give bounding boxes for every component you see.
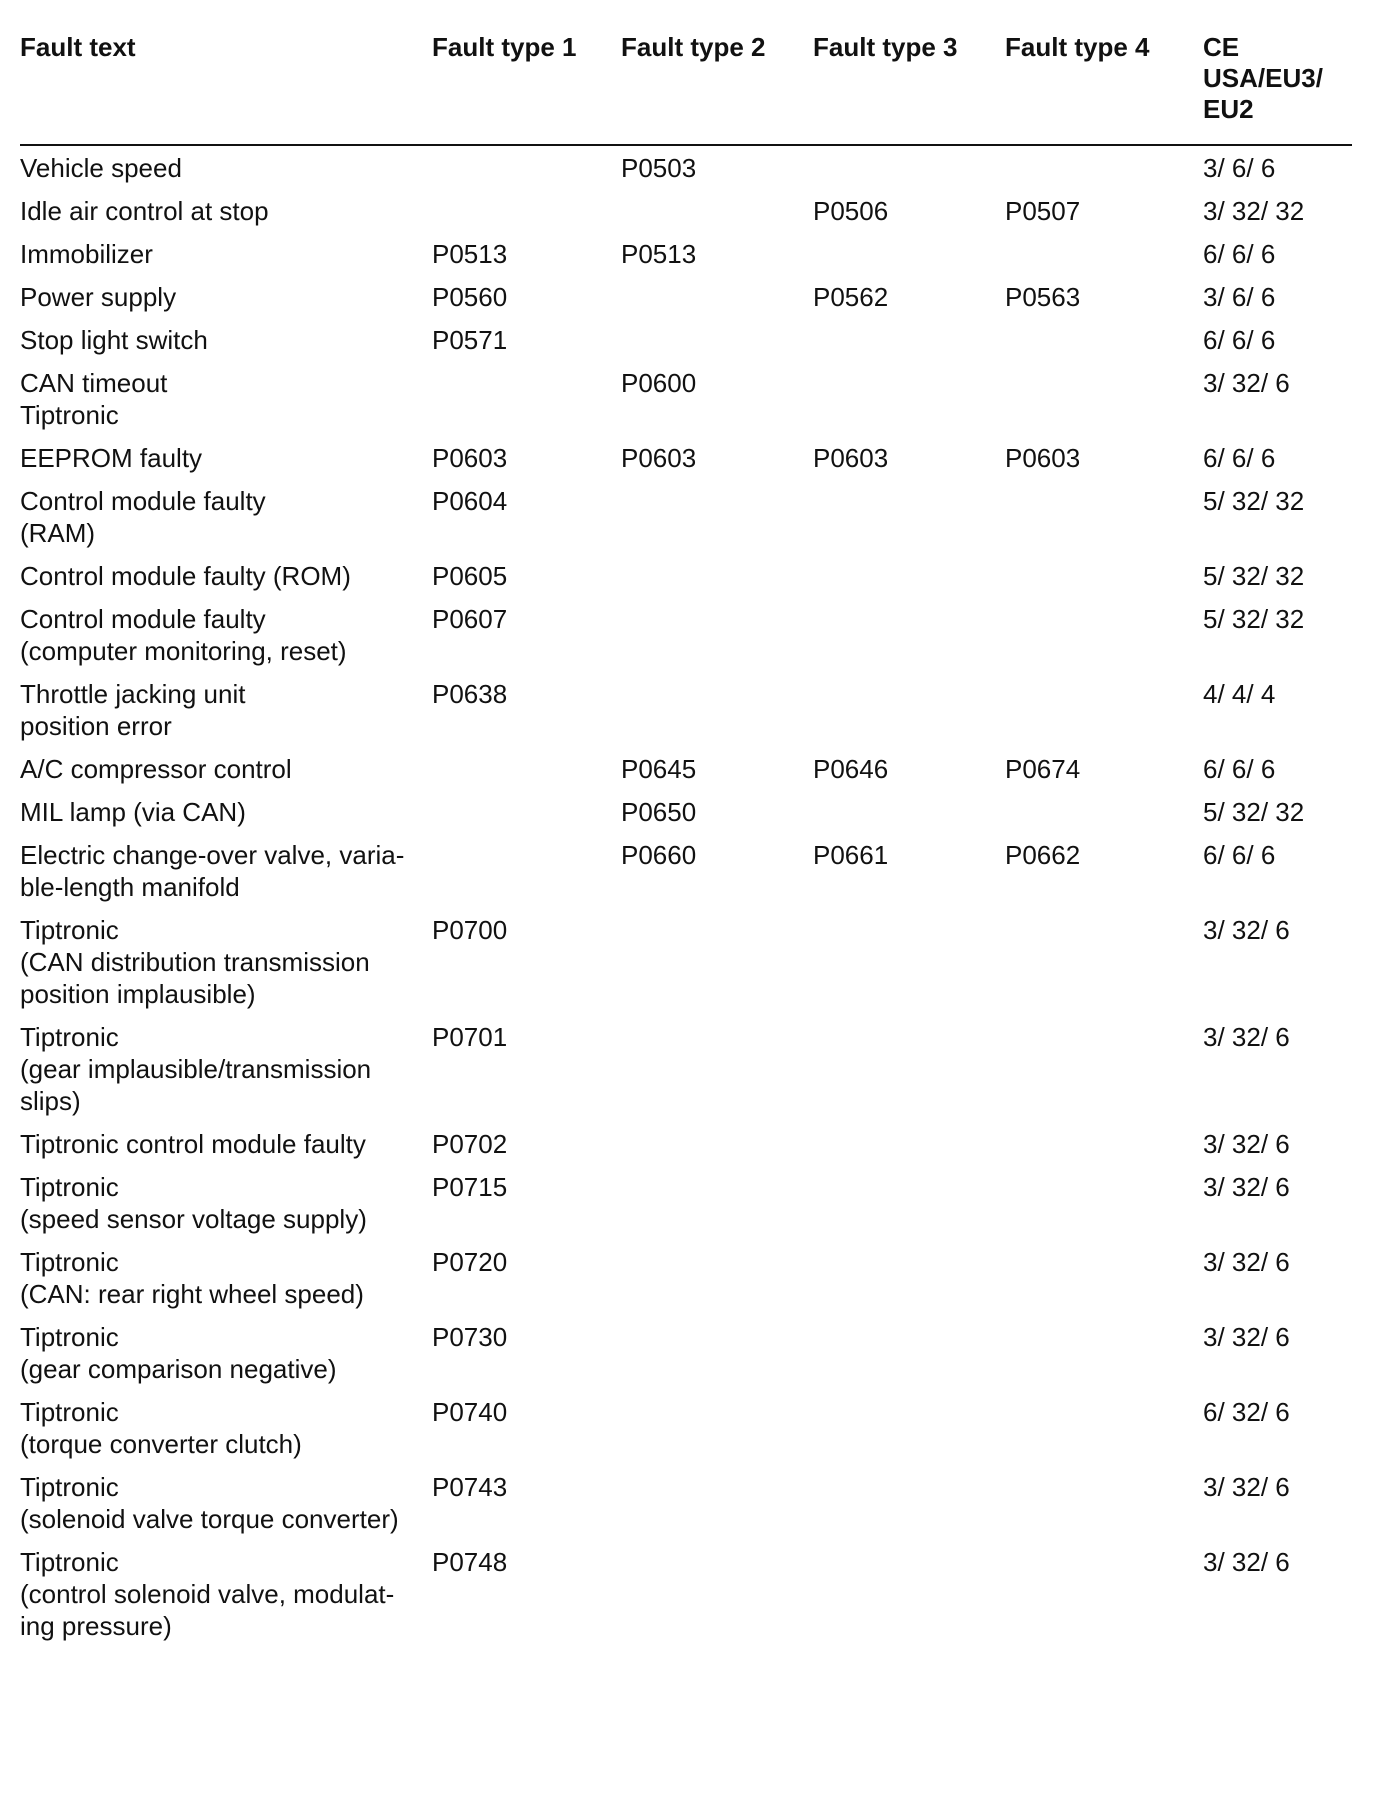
fault-text-cell xyxy=(20,485,266,549)
fault-text-line: slips) xyxy=(20,1086,81,1116)
header-line: Fault type 3 xyxy=(813,32,958,62)
fault-type-4-cell: P0662 xyxy=(1005,840,1081,870)
fault-text-cell xyxy=(20,281,176,313)
fault-type-1-cell: P0603 xyxy=(432,443,508,473)
fault-text-line: Control module faulty xyxy=(20,486,266,516)
fault-text-line: (CAN distribution transmission xyxy=(20,947,370,977)
ce-cell: 3/ 32/ 6 xyxy=(1203,1322,1290,1352)
fault-text-line: CAN timeout xyxy=(20,368,168,398)
ce-cell: 6/ 32/ 6 xyxy=(1203,1397,1290,1427)
fault-text-line: ble-length manifold xyxy=(20,872,240,902)
table-row xyxy=(20,367,1352,442)
table-row xyxy=(20,560,1352,603)
fault-type-1-cell: P0740 xyxy=(432,1397,508,1427)
fault-text-cell xyxy=(20,1171,367,1235)
ce-cell: 3/ 32/ 6 xyxy=(1203,915,1290,945)
fault-text-cell xyxy=(20,914,370,1010)
fault-type-3-cell: P0562 xyxy=(813,282,889,312)
fault-text-cell xyxy=(20,1021,371,1117)
fault-text-line: (gear comparison negative) xyxy=(20,1354,337,1384)
fault-type-1-cell: P0743 xyxy=(432,1472,508,1502)
fault-text-line: Tiptronic xyxy=(20,1322,119,1352)
ce-cell: 5/ 32/ 32 xyxy=(1203,486,1305,516)
fault-type-2-cell: P0600 xyxy=(621,368,697,398)
fault-text-cell xyxy=(20,442,202,474)
fault-text-line: (solenoid valve torque converter) xyxy=(20,1504,399,1534)
fault-text-line: Tiptronic xyxy=(20,1472,119,1502)
fault-text-line: Tiptronic xyxy=(20,1247,119,1277)
header-line: Fault type 4 xyxy=(1005,32,1150,62)
ce-cell: 6/ 6/ 6 xyxy=(1203,239,1276,269)
fault-type-1-cell: P0720 xyxy=(432,1247,508,1277)
fault-type-1-cell: P0560 xyxy=(432,282,508,312)
table-row xyxy=(20,1021,1352,1128)
ce-cell: 3/ 32/ 6 xyxy=(1203,1172,1290,1202)
ce-cell: 3/ 32/ 6 xyxy=(1203,1129,1290,1159)
ce-cell: 3/ 6/ 6 xyxy=(1203,282,1276,312)
header-fault-type-3 xyxy=(813,32,957,63)
table-row xyxy=(20,796,1352,839)
ce-cell: 3/ 32/ 32 xyxy=(1203,196,1305,226)
fault-text-cell xyxy=(20,1128,366,1160)
fault-type-1-cell: P0605 xyxy=(432,561,508,591)
table-row xyxy=(20,1128,1352,1171)
fault-text-cell xyxy=(20,753,292,785)
table-row xyxy=(20,1246,1352,1321)
table-row xyxy=(20,1321,1352,1396)
fault-text-line: EEPROM faulty xyxy=(20,443,203,473)
fault-type-1-cell: P0513 xyxy=(432,239,508,269)
fault-type-3-cell: P0646 xyxy=(813,754,889,784)
fault-text-line: Control module faulty xyxy=(20,604,266,634)
fault-text-cell xyxy=(20,324,208,356)
fault-text-line: Idle air control at stop xyxy=(20,196,269,226)
table-row xyxy=(20,324,1352,367)
fault-text-line: (CAN: rear right wheel speed) xyxy=(20,1279,364,1309)
fault-text-line: Immobilizer xyxy=(20,239,153,269)
ce-cell: 5/ 32/ 32 xyxy=(1203,604,1305,634)
fault-text-line: position implausible) xyxy=(20,979,256,1009)
table-row xyxy=(20,238,1352,281)
fault-type-4-cell: P0674 xyxy=(1005,754,1081,784)
fault-type-3-cell: P0661 xyxy=(813,840,889,870)
fault-type-1-cell: P0702 xyxy=(432,1129,508,1159)
fault-text-line: (torque converter clutch) xyxy=(20,1429,302,1459)
header-line: EU2 xyxy=(1203,94,1254,124)
fault-type-3-cell: P0506 xyxy=(813,196,889,226)
fault-type-2-cell: P0513 xyxy=(621,239,697,269)
table-row xyxy=(20,1396,1352,1471)
fault-text-line: Tiptronic xyxy=(20,1547,119,1577)
fault-text-cell xyxy=(20,603,347,667)
table-row xyxy=(20,914,1352,1021)
ce-cell: 3/ 32/ 6 xyxy=(1203,1472,1290,1502)
ce-cell: 3/ 32/ 6 xyxy=(1203,1247,1290,1277)
fault-text-line: (control solenoid valve, modulat- xyxy=(20,1579,395,1609)
fault-text-line: Electric change-over valve, varia- xyxy=(20,840,405,870)
fault-type-1-cell: P0638 xyxy=(432,679,508,709)
fault-code-table xyxy=(20,32,1352,1653)
fault-type-1-cell: P0571 xyxy=(432,325,508,355)
header-line: USA/EU3/ xyxy=(1203,63,1323,93)
table-row xyxy=(20,678,1352,753)
table-row xyxy=(20,281,1352,324)
fault-text-cell xyxy=(20,1546,394,1642)
fault-type-1-cell: P0604 xyxy=(432,486,508,516)
fault-text-line: Tiptronic control module faulty xyxy=(20,1129,366,1159)
fault-text-line: Tiptronic xyxy=(20,400,119,430)
header-ce-usa-eu3-eu2 xyxy=(1203,32,1323,125)
table-row xyxy=(20,839,1352,914)
header-line: CE xyxy=(1203,32,1240,62)
fault-text-line: Tiptronic xyxy=(20,1172,119,1202)
table-row xyxy=(20,152,1352,195)
fault-text-line: position error xyxy=(20,711,172,741)
fault-text-line: A/C compressor control xyxy=(20,754,292,784)
fault-text-line: Tiptronic xyxy=(20,1397,119,1427)
fault-text-line: Power supply xyxy=(20,282,177,312)
fault-text-cell xyxy=(20,1246,364,1310)
fault-text-cell xyxy=(20,195,269,227)
ce-cell: 6/ 6/ 6 xyxy=(1203,443,1276,473)
ce-cell: 5/ 32/ 32 xyxy=(1203,561,1305,591)
fault-type-1-cell: P0715 xyxy=(432,1172,508,1202)
fault-text-line: Throttle jacking unit xyxy=(20,679,246,709)
ce-cell: 6/ 6/ 6 xyxy=(1203,325,1276,355)
ce-cell: 3/ 32/ 6 xyxy=(1203,1022,1290,1052)
table-body xyxy=(20,152,1352,1653)
fault-text-cell xyxy=(20,796,246,828)
fault-type-4-cell: P0603 xyxy=(1005,443,1081,473)
fault-type-1-cell: P0700 xyxy=(432,915,508,945)
table-header xyxy=(20,32,1352,146)
fault-type-1-cell: P0730 xyxy=(432,1322,508,1352)
table-row xyxy=(20,753,1352,796)
header-fault-type-2 xyxy=(621,32,765,63)
table-row xyxy=(20,442,1352,485)
fault-text-cell xyxy=(20,152,182,184)
table-row xyxy=(20,195,1352,238)
fault-type-1-cell: P0701 xyxy=(432,1022,508,1052)
ce-cell: 3/ 6/ 6 xyxy=(1203,153,1276,183)
table-row xyxy=(20,1546,1352,1653)
fault-type-2-cell: P0503 xyxy=(621,153,697,183)
fault-type-3-cell: P0603 xyxy=(813,443,889,473)
fault-type-4-cell: P0563 xyxy=(1005,282,1081,312)
table-row xyxy=(20,485,1352,560)
fault-text-line: (speed sensor voltage supply) xyxy=(20,1204,367,1234)
fault-type-2-cell: P0660 xyxy=(621,840,697,870)
fault-text-line: MIL lamp (via CAN) xyxy=(20,797,246,827)
header-line: Fault text xyxy=(20,32,136,62)
fault-text-line: Control module faulty (ROM) xyxy=(20,561,351,591)
fault-type-1-cell: P0607 xyxy=(432,604,508,634)
fault-type-1-cell: P0748 xyxy=(432,1547,508,1577)
fault-text-cell xyxy=(20,1471,399,1535)
fault-text-line: (gear implausible/transmission xyxy=(20,1054,372,1084)
fault-text-line: Vehicle speed xyxy=(20,153,182,183)
fault-text-line: (computer monitoring, reset) xyxy=(20,636,347,666)
fault-text-line: Stop light switch xyxy=(20,325,208,355)
ce-cell: 6/ 6/ 6 xyxy=(1203,754,1276,784)
header-fault-type-1 xyxy=(432,32,576,63)
fault-text-line: Tiptronic xyxy=(20,1022,119,1052)
fault-text-cell xyxy=(20,560,351,592)
fault-text-line: Tiptronic xyxy=(20,915,119,945)
fault-text-cell xyxy=(20,839,404,903)
fault-text-cell xyxy=(20,1396,302,1460)
header-line: Fault type 2 xyxy=(621,32,766,62)
fault-type-2-cell: P0650 xyxy=(621,797,697,827)
table-row xyxy=(20,1171,1352,1246)
ce-cell: 6/ 6/ 6 xyxy=(1203,840,1276,870)
fault-type-4-cell: P0507 xyxy=(1005,196,1081,226)
header-fault-text xyxy=(20,32,136,63)
header-line: Fault type 1 xyxy=(432,32,577,62)
fault-text-cell xyxy=(20,238,153,270)
table-row xyxy=(20,603,1352,678)
fault-type-2-cell: P0603 xyxy=(621,443,697,473)
ce-cell: 3/ 32/ 6 xyxy=(1203,368,1290,398)
table-row xyxy=(20,1471,1352,1546)
ce-cell: 3/ 32/ 6 xyxy=(1203,1547,1290,1577)
fault-text-line: (RAM) xyxy=(20,518,96,548)
fault-text-cell xyxy=(20,1321,337,1385)
ce-cell: 5/ 32/ 32 xyxy=(1203,797,1305,827)
fault-type-2-cell: P0645 xyxy=(621,754,697,784)
ce-cell: 4/ 4/ 4 xyxy=(1203,679,1276,709)
fault-text-cell xyxy=(20,678,245,742)
fault-text-line: ing pressure) xyxy=(20,1611,172,1641)
header-fault-type-4 xyxy=(1005,32,1149,63)
fault-text-cell xyxy=(20,367,167,431)
